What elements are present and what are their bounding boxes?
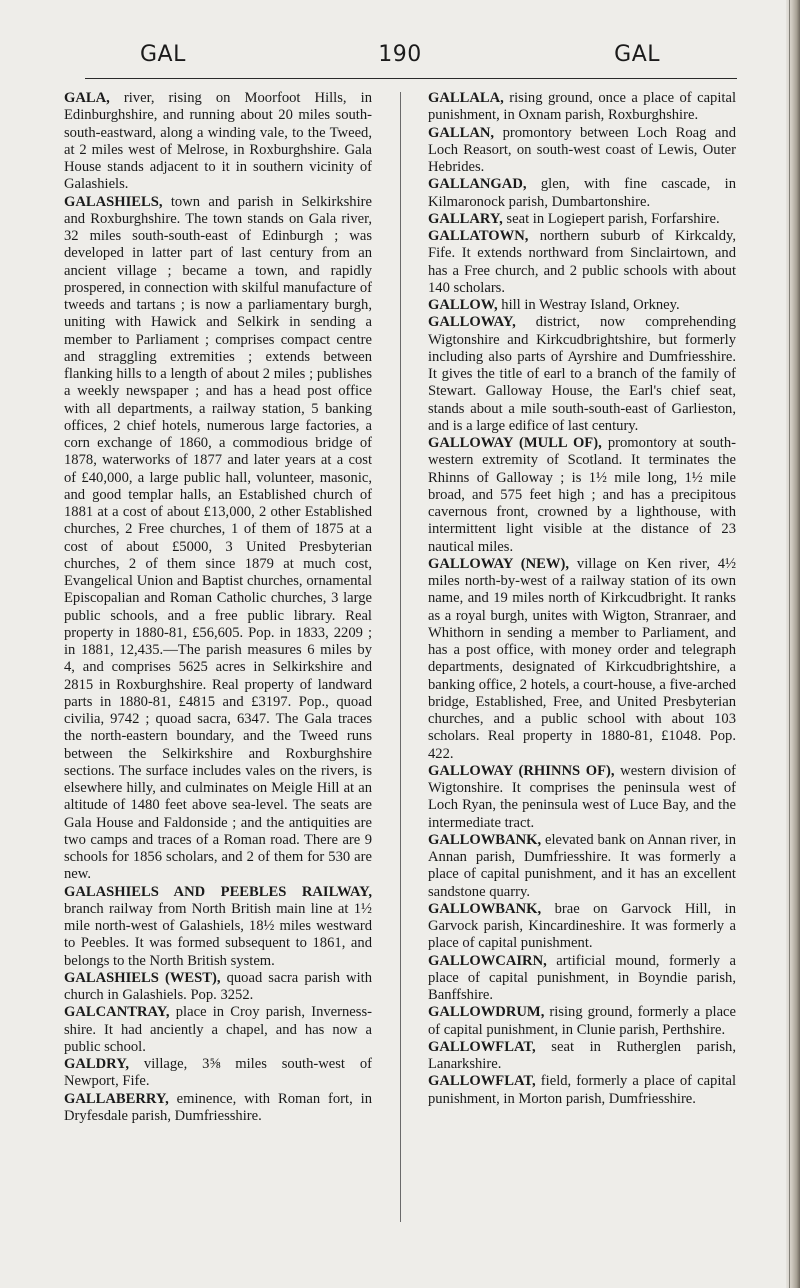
- gazetteer-entry: [428, 1004, 736, 1039]
- entry-headword: GALLOWDRUM,: [428, 1004, 545, 1021]
- page-edge-line: [789, 0, 790, 1288]
- entry-text: promontory between Loch Roag and Loch Reasort, on south-west coast of Lewis, Outer Hebrides.: [428, 124, 736, 175]
- entry-headword: GALASHIELS AND PEEBLES RAILWAY,: [64, 883, 372, 900]
- gazetteer-entry: [64, 1056, 372, 1091]
- entry-text: hill in Westray Island, Orkney.: [497, 297, 680, 313]
- gazetteer-entry: [428, 832, 736, 901]
- entry-text: artificial mound, formerly a place of capital punishment, in Boyndie parish, Banffshire.: [428, 952, 736, 1003]
- entry-text: seat in Logiepert parish, Forfarshire.: [502, 210, 720, 227]
- entry-text: town and parish in Selkirkshire and Roxburghshire. The town stands on Gala river, 32 miles south-south-east of Edinburgh ; was developed in latter part of last century from an ancient village ; became a town, and rapidly prospered, in connection with skilful manufacture of tweeds and tartans ; is now a parliamentary burgh, uniting with Hawick and Selkirk in sending a member to Parliament ; comprises compact centre and straggling extremities ; extends between flanking hills to a length of about 2 miles ; publishes a weekly newspaper ; and has a head post office with all departments, a railway station, 5 banking offices, 2 chief hotels, numerous large factories, a corn exchange of 1860, a commodious bridge of 1878, waterworks of 1877 and later years at a cost of £40,000, a large public hall, volunteer, masonic, and good templar halls, an Established church of 1881 at a cost of about £13,000, 2 other Established churches, 2 Free churches, 1 of them of 1875 at a cost of about £5000, 3 United Presbyterian churches, 2 of them since 1879 at much cost, Evangelical Union and Baptist churches, ornamental Episcopalian and Roman Catholic churches, 3 large public schools, and a free public library. Real property in 1880-81, £56,605. Pop. in 1833, 2209 ; in 1881, 12,435.—The parish measures 6 miles by 4, and comprises 5625 acres in Selkirkshire and 2815 in Roxburghshire. Real property of landward parts in 1880-81, £4815 and £3197. Pop., quoad civilia, 9742 ; quoad sacra, 6347. The Gala traces the north-eastern boundary, and the Tweed runs between the Selkirkshire and Roxburghshire sections. The surface includes vales on the rivers, is elsewhere hilly, and culminates on Meigle Hill at an altitude of 1480 feet above sea-level. The seats are Gala House and Faldonside ; and the antiquities are two camps and traces of a Roman road. There are 9 schools for 1856 scholars, and 2 of them for 530 are new.: [64, 193, 372, 883]
- gazetteer-entry: [428, 1073, 736, 1108]
- entry-headword: GALLOWAY (MULL OF),: [428, 435, 602, 451]
- entry-text: village, 3⅝ miles south-west of Newport, Fife.: [64, 1056, 372, 1090]
- gazetteer-entry: [428, 125, 736, 177]
- gazetteer-entry: [64, 884, 372, 970]
- entry-text: western division of Wigtonshire. It comprises the peninsula west of Loch Ryan, the peninsula west of Luce Bay, and the intermediate tract.: [428, 762, 736, 831]
- entry-headword: GALLATOWN,: [428, 228, 529, 244]
- gazetteer-entry: [428, 901, 736, 953]
- entry-headword: GALLALA,: [428, 90, 504, 106]
- entry-text: branch railway from North British main line at 1½ mile north-west of Galashiels, 18½ miles westward to Peebles. It was formed subsequent to 1861, and belongs to the North British system.: [64, 900, 372, 969]
- gazetteer-entry: [64, 1004, 372, 1056]
- entry-text: rising ground, formerly a place of capital punishment, in Clunie parish, Perthshire.: [428, 1004, 736, 1038]
- gazetteer-entry: [428, 953, 736, 1005]
- column-divider: [400, 92, 401, 1222]
- right-column: [428, 90, 736, 1108]
- gazetteer-entry: [428, 297, 736, 314]
- left-column: [64, 90, 372, 1125]
- gazetteer-entry: [428, 211, 736, 228]
- entry-headword: GALLOWBANK,: [428, 831, 542, 848]
- entry-text: brae on Garvock Hill, in Garvock parish, Kincardineshire. It was formerly a place of capital punishment.: [428, 900, 736, 952]
- running-head-right: GAL: [614, 42, 660, 67]
- entry-text: northern suburb of Kirkcaldy, Fife. It extends northward from Sinclairtown, and has a Free church, and 2 public schools with about 140 scholars.: [428, 228, 736, 296]
- entry-headword: GALA,: [64, 90, 110, 106]
- page-number: 190: [378, 42, 422, 67]
- entry-headword: GALLANGAD,: [428, 176, 527, 193]
- entry-headword: GALLOWFLAT,: [428, 1038, 536, 1055]
- entry-text: promontory at south-western extremity of Scotland. It terminates the Rhinns of Galloway ; is 1½ mile long, 1½ mile broad, and 575 feet high ; and has a precipitous cavernous front, crowned by a lighthouse, with intermittent light visible at the distance of 23 nautical miles.: [428, 435, 736, 555]
- entry-headword: GALLOWCAIRN,: [428, 952, 547, 969]
- gazetteer-entry: [64, 970, 372, 1005]
- entry-headword: GALASHIELS (WEST),: [64, 969, 221, 986]
- entry-headword: GALLOWBANK,: [428, 900, 542, 917]
- entry-headword: GALLAN,: [428, 124, 495, 141]
- entry-headword: GALLOWFLAT,: [428, 1073, 536, 1090]
- gazetteer-entry: [428, 763, 736, 832]
- running-head-left: GAL: [140, 42, 186, 67]
- entry-text: seat in Rutherglen parish, Lanarkshire.: [428, 1038, 736, 1072]
- entry-headword: GALLOWAY,: [428, 314, 516, 331]
- entry-text: rising ground, once a place of capital punishment, in Oxnam parish, Roxburghshire.: [428, 90, 736, 124]
- entry-text: elevated bank on Annan river, in Annan parish, Dumfriesshire. It was formerly a place of capital punishment, and it has an excellent sandstone quarry.: [428, 831, 736, 900]
- entry-headword: GALLABERRY,: [64, 1090, 169, 1107]
- entry-text: village on Ken river, 4½ miles north-by-west of a railway station of its own name, and 19 miles north of Kirkcudbright. It ranks as a royal burgh, unites with Wigton, Stranraer, and Whithorn in sending a member to Parliament, and has a post office, with money order and telegraph departments, designated of Kirkcudbrightshire, a banking office, 2 hotels, a court-house, a five-arched bridge, Established, Free, and United Presbyterian churches, and a public school with about 103 scholars. Real property in 1880-81, £1048. Pop. 422.: [428, 555, 737, 762]
- running-head: [140, 42, 660, 67]
- entry-headword: GALLOW,: [428, 297, 498, 313]
- entry-text: glen, with fine cascade, in Kilmaronock parish, Dumbartonshire.: [428, 176, 736, 210]
- entry-headword: GALASHIELS,: [64, 193, 163, 210]
- entry-headword: GALLOWAY (NEW),: [428, 555, 570, 572]
- entry-text: river, rising on Moorfoot Hills, in Edinburghshire, and running about 20 miles south-south-eastward, along a winding vale, to the Tweed, at 2 miles west of Melrose, in Roxburghshire. Gala House stands adjacent to it in southern vicinity of Galashiels.: [64, 90, 372, 193]
- gazetteer-entry: [428, 90, 736, 125]
- gazetteer-entry: [428, 1039, 736, 1074]
- entry-text: field, formerly a place of capital punishment, in Morton parish, Dumfriesshire.: [428, 1073, 736, 1107]
- gazetteer-entry: [428, 176, 736, 211]
- entry-text: quoad sacra parish with church in Galashiels. Pop. 3252.: [64, 969, 373, 1003]
- entry-text: eminence, with Roman fort, in Dryfesdale parish, Dumfriesshire.: [64, 1090, 372, 1124]
- entry-headword: GALLARY,: [428, 210, 503, 227]
- gazetteer-entry: [64, 1091, 372, 1126]
- gazetteer-entry: [428, 435, 736, 556]
- gazetteer-entry: [428, 228, 736, 297]
- header-rule: [85, 78, 737, 79]
- entry-text: district, now comprehending Wigtonshire and Kirkcudbrightshire, but formerly including also parts of Ayrshire and Dumfriesshire. It gives the title of earl to a branch of the family of Stewart. Galloway House, the Earl's chief seat, stands about a mile south-south-east of Garlieston, and is a large edifice of last century.: [428, 314, 736, 434]
- gazetteer-entry: [64, 194, 372, 884]
- gazetteer-entry: [428, 556, 736, 763]
- entry-headword: GALCANTRAY,: [64, 1004, 170, 1021]
- entry-text: place in Croy parish, Inverness-shire. It had anciently a chapel, and has now a public school.: [64, 1004, 372, 1055]
- gazetteer-entry: [64, 90, 372, 194]
- gazetteer-entry: [428, 314, 736, 435]
- entry-headword: GALDRY,: [64, 1056, 130, 1072]
- entry-headword: GALLOWAY (RHINNS OF),: [428, 762, 615, 779]
